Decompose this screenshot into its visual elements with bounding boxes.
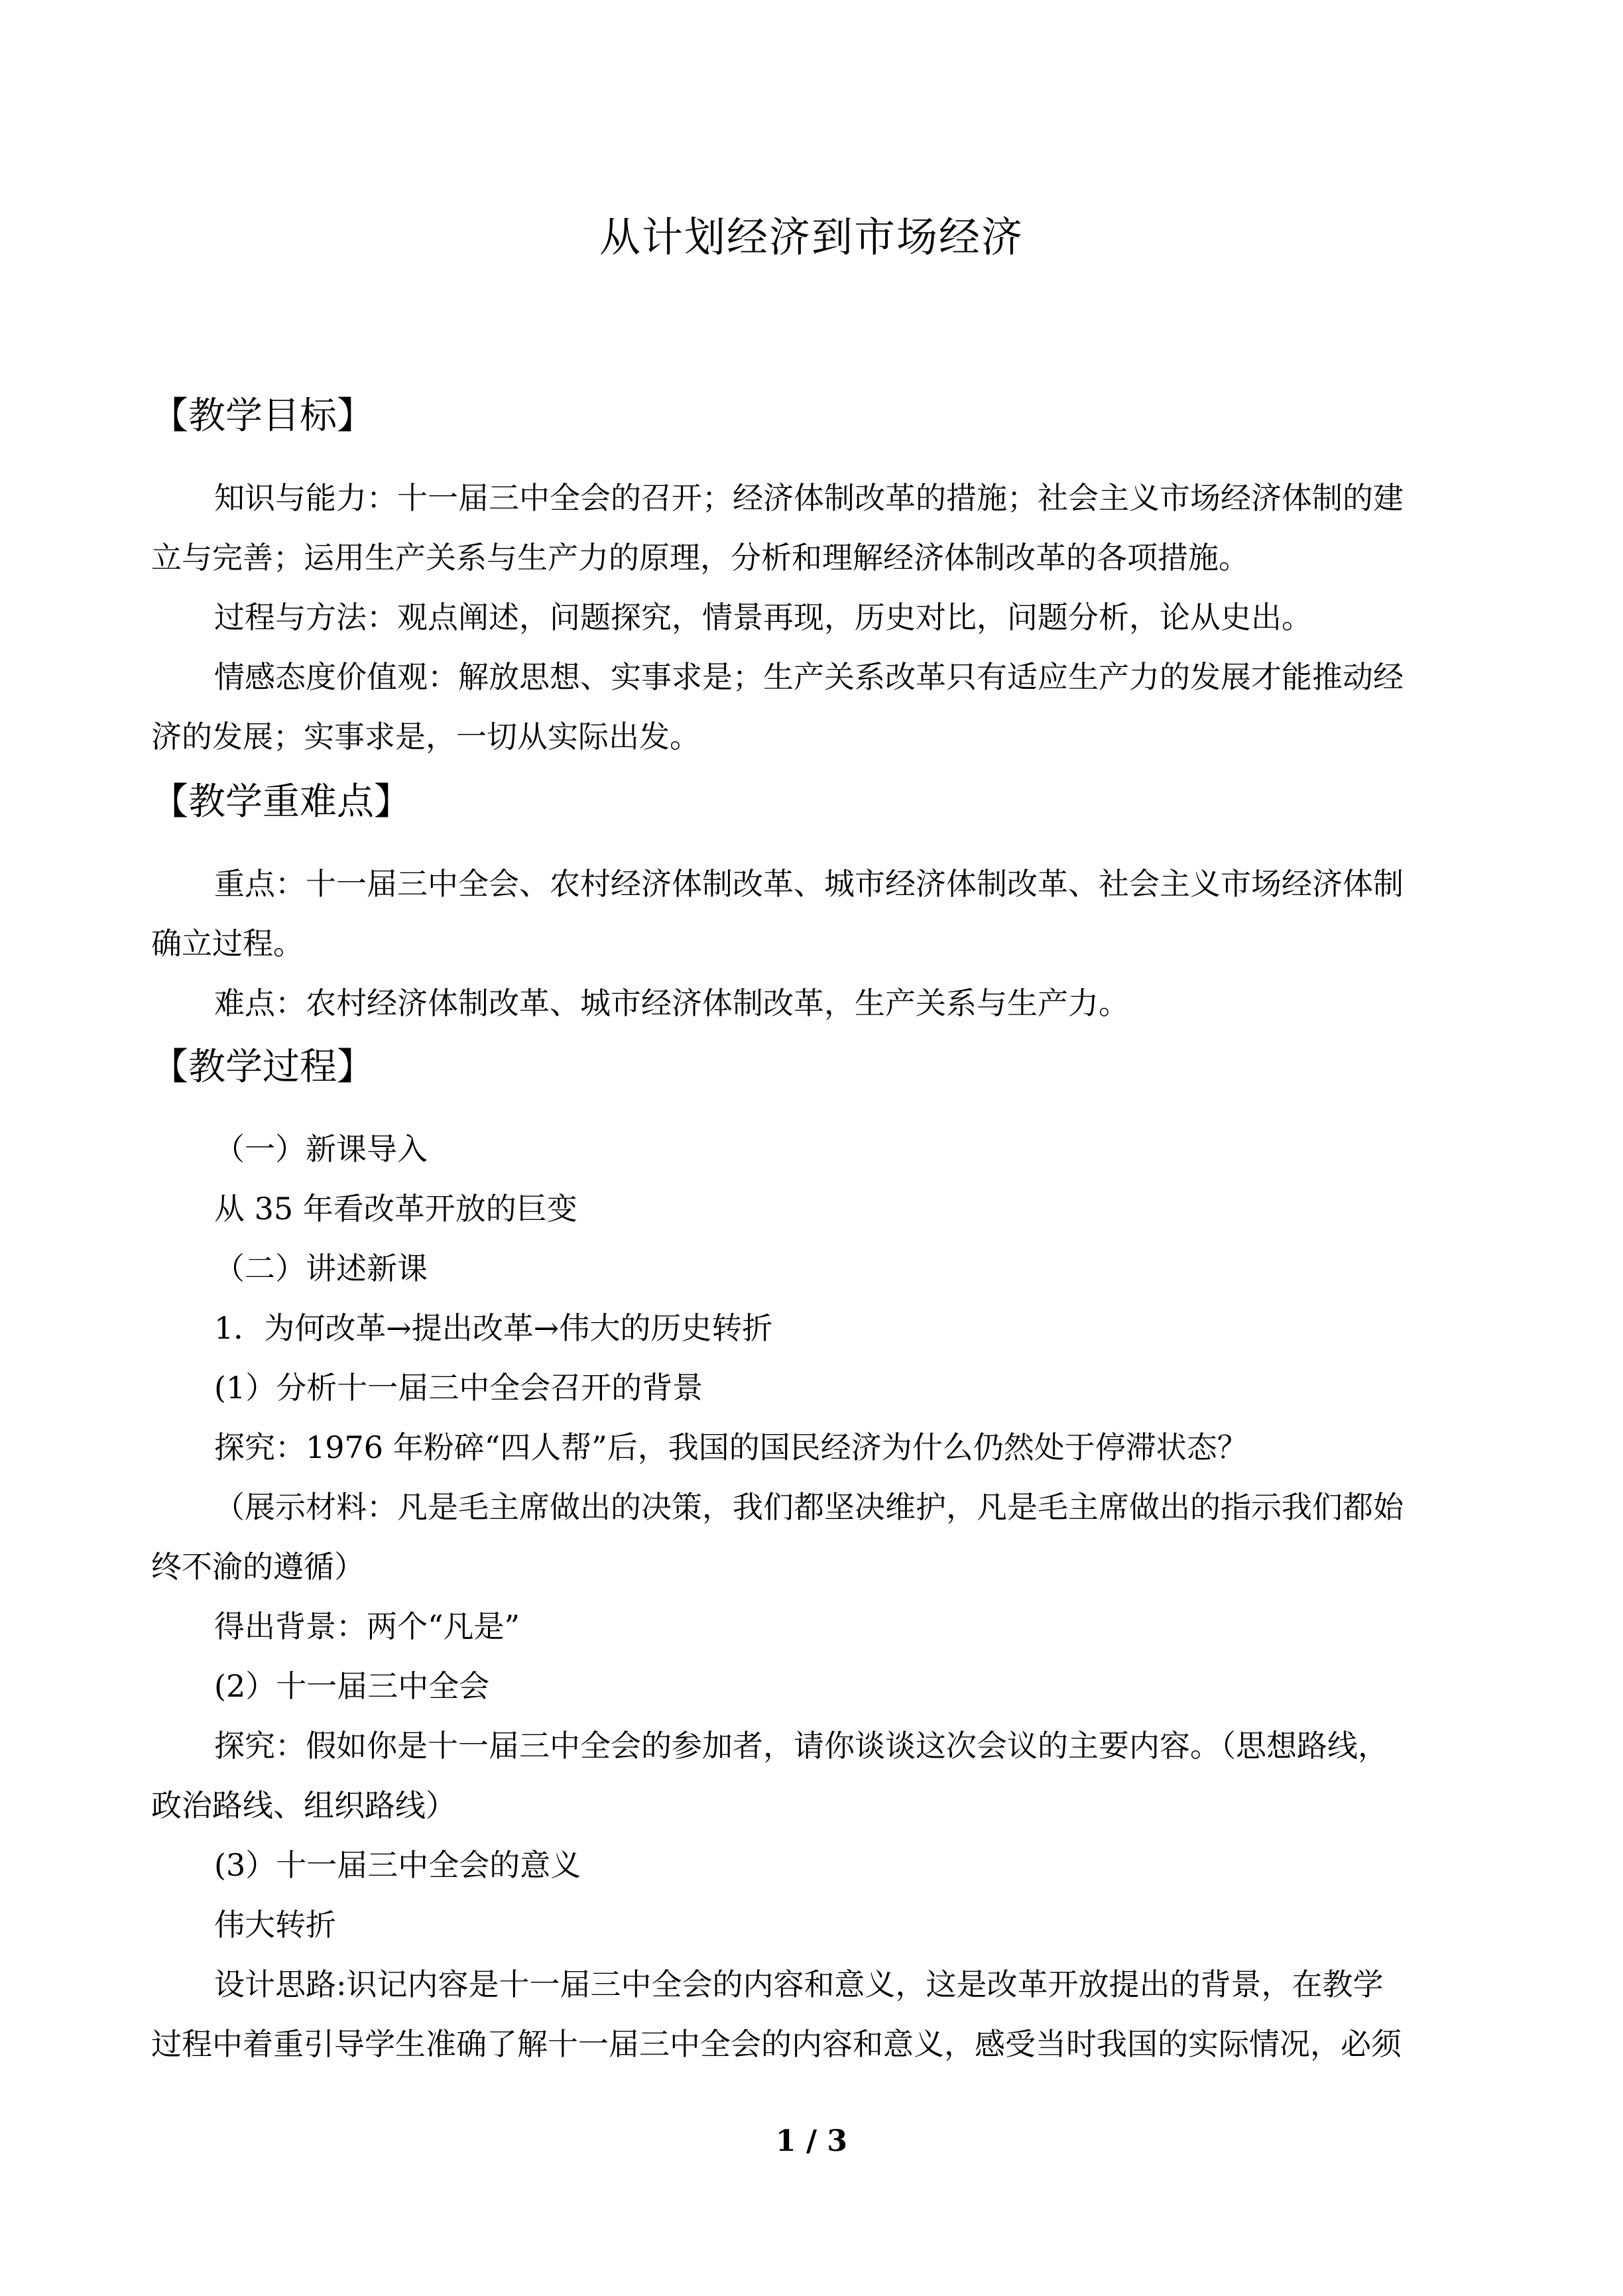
paragraph-line: 过程与方法：观点阐述，问题探究，情景再现，历史对比，问题分析，论从史出。 bbox=[214, 599, 1312, 635]
paragraph-line: （展示材料：凡是毛主席做出的决策，我们都坚决维护，凡是毛主席做出的指示我们都始 bbox=[214, 1489, 1404, 1525]
paragraph-line: 知识与能力：十一届三中全会的召开；经济体制改革的措施；社会主义市场经济体制的建 bbox=[214, 480, 1404, 516]
process-item: （二）讲述新课 bbox=[214, 1250, 428, 1286]
paragraph-line: 济的发展；实事求是，一切从实际出发。 bbox=[151, 719, 700, 755]
paragraph-knowledge bbox=[151, 468, 1474, 587]
paragraph-line: 终不渝的遵循） bbox=[151, 1549, 365, 1585]
paragraph-line: 重点：十一届三中全会、农村经济体制改革、城市经济体制改革、社会主义市场经济体制 bbox=[214, 866, 1404, 902]
process-item: 从 35 年看改革开放的巨变 bbox=[214, 1191, 577, 1227]
paragraph-line: 探究：假如你是十一届三中全会的参加者，请你谈谈这次会议的主要内容。（思想路线， bbox=[214, 1728, 1388, 1764]
paragraph-line: 确立过程。 bbox=[151, 926, 304, 961]
process-item: 1．为何改革→提出改革→伟大的历史转折 bbox=[214, 1310, 773, 1346]
process-item: (1）分析十一届三中全会召开的背景 bbox=[214, 1370, 703, 1406]
paragraph-process-method bbox=[151, 587, 1474, 647]
paragraph-line: 难点：农村经济体制改革、城市经济体制改革，生产关系与生产力。 bbox=[214, 985, 1129, 1021]
paragraph-emotion bbox=[151, 647, 1474, 766]
section-heading-process: 【教学过程】 bbox=[151, 1046, 374, 1089]
process-item: (3）十一届三中全会的意义 bbox=[214, 1847, 581, 1883]
paragraph-line: 立与完善；运用生产关系与生产力的原理，分析和理解经济体制改革的各项措施。 bbox=[151, 540, 1249, 575]
paragraph-difficult-point bbox=[151, 973, 1474, 1033]
paragraph-line: 情感态度价值观：解放思想、实事求是；生产关系改革只有适应生产力的发展才能推动经 bbox=[214, 659, 1404, 695]
process-item: （一）新课导入 bbox=[214, 1131, 428, 1167]
section-heading-objectives: 【教学目标】 bbox=[151, 394, 374, 438]
process-list bbox=[151, 1119, 1474, 2074]
process-item: 得出背景：两个“凡是” bbox=[214, 1608, 520, 1644]
paragraph-line: 设计思路:识记内容是十一届三中全会的内容和意义，这是改革开放提出的背景，在教学 bbox=[214, 1966, 1384, 2002]
paragraph-line: 过程中着重引导学生准确了解十一届三中全会的内容和意义，感受当时我国的实际情况，必须 bbox=[151, 2026, 1402, 2062]
document-title: 从计划经济到市场经济 bbox=[599, 213, 1024, 261]
process-item: 伟大转折 bbox=[214, 1907, 336, 1943]
section-heading-key-points: 【教学重难点】 bbox=[151, 780, 411, 823]
process-item: (2）十一届三中全会 bbox=[214, 1668, 490, 1704]
paragraph-key-point bbox=[151, 854, 1474, 973]
process-item: 探究：1976 年粉碎“四人帮”后，我国的国民经济为什么仍然处于停滞状态？ bbox=[214, 1429, 1248, 1465]
paragraph-line: 政治路线、组织路线） bbox=[151, 1787, 456, 1823]
page-indicator: 1 / 3 bbox=[776, 2124, 847, 2158]
